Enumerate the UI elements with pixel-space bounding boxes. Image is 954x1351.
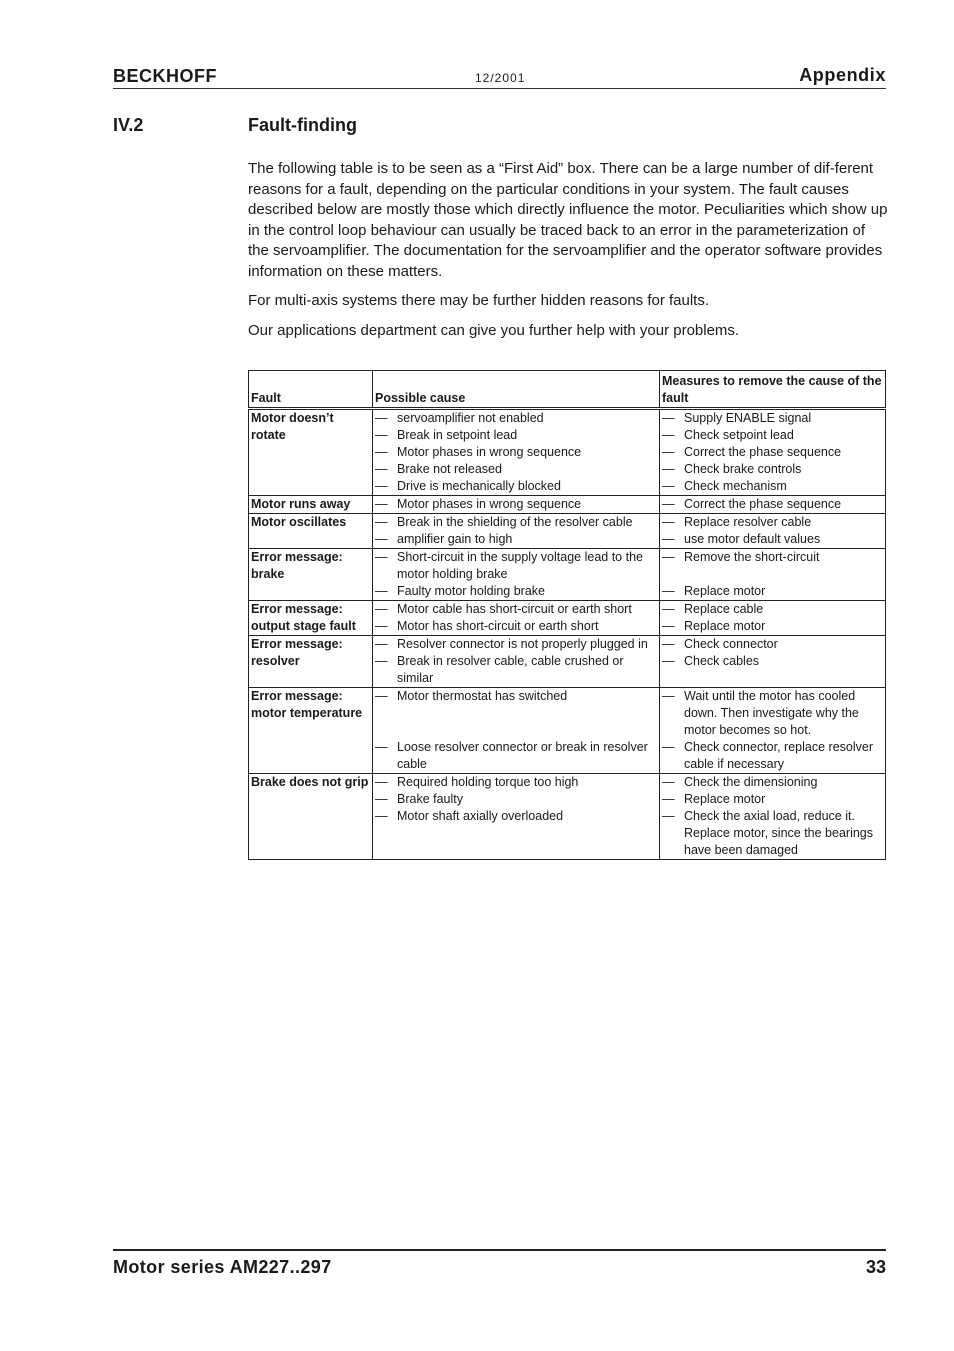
table-row bbox=[249, 688, 886, 774]
measure-item: — Wait until the motor has cooled down. Then investigate why the motor becomes so hot. bbox=[662, 688, 883, 739]
measure-item: — Check setpoint lead bbox=[662, 427, 883, 444]
cause-item: — Motor phases in wrong sequence bbox=[375, 496, 657, 513]
measure-item: — Check the axial load, reduce it. Replace motor, since the bearings have been damaged bbox=[662, 808, 883, 859]
table-header-row bbox=[249, 371, 886, 409]
fault-cell: Error message: output stage fault bbox=[249, 601, 373, 636]
fault-finding-table bbox=[248, 370, 886, 860]
cause-item: — servoamplifier not enabled bbox=[375, 410, 657, 427]
header-fault: Fault bbox=[249, 371, 373, 409]
intro-paragraph: The following table is to be seen as a “First Aid” box. There can be a large number of dif-ferent reasons for a fault, depending on the particular conditions in your system. The fault causes described below are mostly those which directly influence the motor. Peculiarities which show up in the control loop behaviour can usually be traced back to an error in the parameterization of the servoamplifier. The documentation for the servoamplifier and the operator software provides information on these matters. bbox=[248, 160, 888, 280]
cause-cell bbox=[373, 688, 660, 774]
brand-logo: BECKHOFF bbox=[113, 66, 217, 86]
cause-item: — Motor shaft axially overloaded bbox=[375, 808, 657, 825]
cause-item: — Short-circuit in the supply voltage lead to the motor holding brake bbox=[375, 549, 657, 583]
footer-document-title: Motor series AM227..297 bbox=[113, 1257, 332, 1277]
measure-item: — Supply ENABLE signal bbox=[662, 410, 883, 427]
measure-item: — Replace motor bbox=[662, 618, 883, 635]
table-row bbox=[249, 774, 886, 860]
measure-item: — Check brake controls bbox=[662, 461, 883, 478]
fault-cell: Motor oscillates bbox=[249, 514, 373, 549]
cause-item: — Break in the shielding of the resolver cable bbox=[375, 514, 657, 531]
cause-item: — Faulty motor holding brake bbox=[375, 583, 657, 600]
cause-cell bbox=[373, 409, 660, 496]
measure-item: — Check mechanism bbox=[662, 478, 883, 495]
measure-cell bbox=[660, 774, 886, 860]
measure-cell bbox=[660, 601, 886, 636]
table-row bbox=[249, 549, 886, 601]
cause-item: — Resolver connector is not properly plugged in bbox=[375, 636, 657, 653]
cause-item: — Motor cable has short-circuit or earth short bbox=[375, 601, 657, 618]
measure-item: — Check cables bbox=[662, 653, 883, 670]
measure-item: — Correct the phase sequence bbox=[662, 496, 883, 513]
table-row bbox=[249, 409, 886, 496]
measure-item: — Remove the short-circuit bbox=[662, 549, 883, 566]
fault-cell: Motor runs away bbox=[249, 496, 373, 514]
cause-item: — Drive is mechanically blocked bbox=[375, 478, 657, 495]
fault-cell: Error message: motor temperature bbox=[249, 688, 373, 774]
measure-item: — Replace motor bbox=[662, 583, 883, 600]
cause-cell bbox=[373, 636, 660, 688]
cause-cell bbox=[373, 496, 660, 514]
fault-cell: Motor doesn’t rotate bbox=[249, 409, 373, 496]
cause-item: — Brake faulty bbox=[375, 791, 657, 808]
measure-item: — Replace cable bbox=[662, 601, 883, 618]
table-row bbox=[249, 514, 886, 549]
header-cause: Possible cause bbox=[373, 371, 660, 409]
page-number: 33 bbox=[865, 1257, 886, 1277]
cause-item: — Brake not released bbox=[375, 461, 657, 478]
cause-cell bbox=[373, 601, 660, 636]
table-row bbox=[249, 601, 886, 636]
cause-item: — Motor thermostat has switched bbox=[375, 688, 657, 705]
fault-cell: Error message: brake bbox=[249, 549, 373, 601]
cause-item: — Break in resolver cable, cable crushed or similar bbox=[375, 653, 657, 687]
cause-item: — Motor has short-circuit or earth short bbox=[375, 618, 657, 635]
measure-cell bbox=[660, 409, 886, 496]
multi-axis-paragraph: For multi-axis systems there may be further hidden reasons for faults. bbox=[248, 292, 710, 309]
header-measures: Measures to remove the cause of the fault bbox=[660, 371, 886, 409]
measure-item bbox=[662, 566, 883, 583]
cause-item: — Motor phases in wrong sequence bbox=[375, 444, 657, 461]
measure-item: — Replace resolver cable bbox=[662, 514, 883, 531]
cause-item bbox=[375, 705, 657, 722]
measure-cell bbox=[660, 688, 886, 774]
page-header bbox=[113, 64, 886, 89]
section-number: IV.2 bbox=[113, 115, 144, 135]
measure-item: — Replace motor bbox=[662, 791, 883, 808]
cause-cell bbox=[373, 774, 660, 860]
measure-cell bbox=[660, 636, 886, 688]
cause-item bbox=[375, 722, 657, 739]
support-paragraph: Our applications department can give you further help with your problems. bbox=[248, 322, 740, 339]
fault-cell: Brake does not grip bbox=[249, 774, 373, 860]
section-title: Fault-finding bbox=[248, 115, 357, 135]
table-row bbox=[249, 496, 886, 514]
measure-item: — Check connector, replace resolver cable if necessary bbox=[662, 739, 883, 773]
header-date: 12/2001 bbox=[475, 71, 526, 85]
cause-item: — Required holding torque too high bbox=[375, 774, 657, 791]
cause-item: — Break in setpoint lead bbox=[375, 427, 657, 444]
measure-item: — Correct the phase sequence bbox=[662, 444, 883, 461]
header-section-title: Appendix bbox=[799, 65, 886, 85]
measure-cell bbox=[660, 514, 886, 549]
measure-cell bbox=[660, 549, 886, 601]
fault-cell: Error message: resolver bbox=[249, 636, 373, 688]
cause-cell bbox=[373, 549, 660, 601]
measure-item: — Check the dimensioning bbox=[662, 774, 883, 791]
measure-cell bbox=[660, 496, 886, 514]
table-row bbox=[249, 636, 886, 688]
measure-item: — use motor default values bbox=[662, 531, 883, 548]
cause-cell bbox=[373, 514, 660, 549]
cause-item: — amplifier gain to high bbox=[375, 531, 657, 548]
measure-item: — Check connector bbox=[662, 636, 883, 653]
footer-rule bbox=[113, 1249, 886, 1251]
cause-item: — Loose resolver connector or break in resolver cable bbox=[375, 739, 657, 773]
